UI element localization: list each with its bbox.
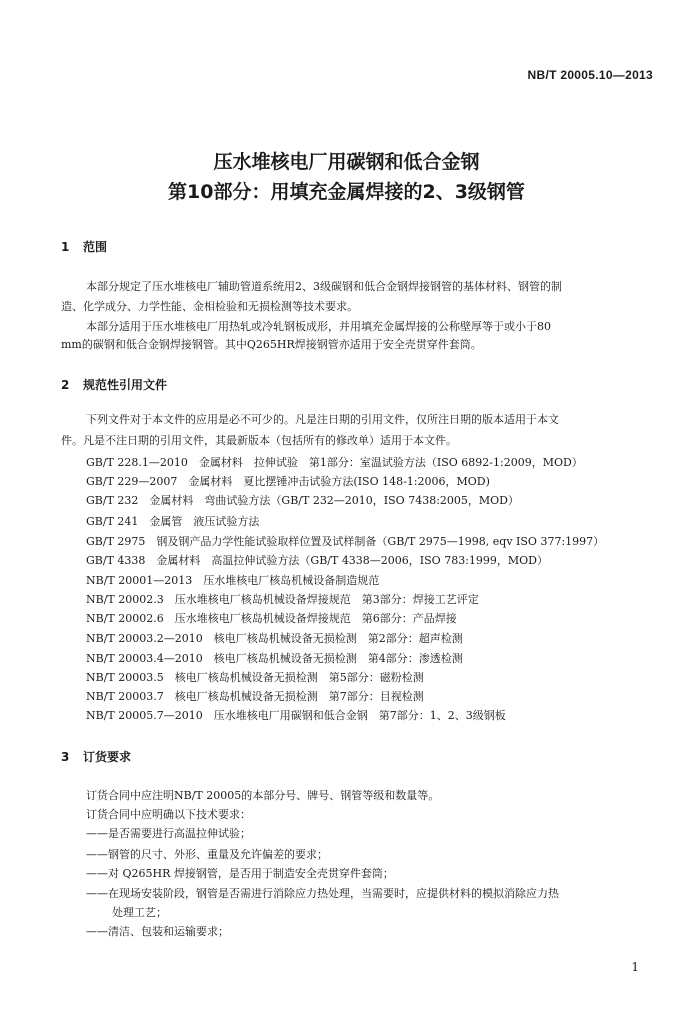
page-number: 1 xyxy=(631,960,639,974)
reference-item: GB/T 229—2007 金属材料 夏比摆锤冲击试验方法(ISO 148-1:2006，MOD) xyxy=(86,475,490,488)
section-heading-scope xyxy=(61,238,107,255)
reference-item: GB/T 232 金属材料 弯曲试验方法（GB/T 232—2010，ISO 7438:2005，MOD） xyxy=(86,494,519,507)
reference-item: NB/T 20002.6 压水堆核电厂核岛机械设备焊接规范 第6部分：产品焊接 xyxy=(86,612,457,625)
reference-item: NB/T 20003.2—2010 核电厂核岛机械设备无损检测 第2部分：超声检测 xyxy=(86,632,463,645)
standard-code: NB/T 20005.10—2013 xyxy=(527,68,653,82)
reference-item: NB/T 20002.3 压水堆核电厂核岛机械设备焊接规范 第3部分：焊接工艺评定 xyxy=(86,593,479,606)
reference-item: GB/T 2975 钢及钢产品力学性能试验取样位置及试样制备（GB/T 2975—1998, eqv ISO 377:1997） xyxy=(86,535,605,548)
reference-item: NB/T 20005.7—2010 压水堆核电厂用碳钢和低合金钢 第7部分：1、2、3级钢板 xyxy=(86,709,506,722)
section-number: 3 xyxy=(61,750,70,764)
reference-item: NB/T 20003.5 核电厂核岛机械设备无损检测 第5部分：磁粉检测 xyxy=(86,671,424,684)
reference-item: GB/T 4338 金属材料 高温拉伸试验方法（GB/T 4338—2006，ISO 783:1999，MOD） xyxy=(86,554,548,567)
requirement-item-continuation: 处理工艺； xyxy=(112,906,167,919)
section-title: 范围 xyxy=(83,240,108,254)
reference-item: NB/T 20003.7 核电厂核岛机械设备无损检测 第7部分：目视检测 xyxy=(86,690,424,703)
reference-item: GB/T 241 金属管 液压试验方法 xyxy=(86,515,260,528)
paragraph-line: mm的碳钢和低合金钢焊接钢管。其中Q265HR焊接钢管亦适用于安全壳贯穿件套筒。 xyxy=(61,338,482,351)
document-title-line-1: 压水堆核电厂用碳钢和低合金钢 xyxy=(213,151,480,173)
paragraph-line: 订货合同中应注明NB/T 20005的本部分号、牌号、钢管等级和数量等。 xyxy=(86,789,440,802)
paragraph-line: 件。凡是不注日期的引用文件，其最新版本（包括所有的修改单）适用于本文件。 xyxy=(61,434,457,447)
paragraph-line: 造、化学成分、力学性能、金相检验和无损检测等技术要求。 xyxy=(61,300,358,313)
paragraph-line: 本部分适用于压水堆核电厂用热轧或冷轧钢板成形，并用填充金属焊接的公称壁厚等于或小于80 xyxy=(86,320,551,333)
section-heading-normative-references xyxy=(61,376,167,393)
requirement-item: ——钢管的尺寸、外形、重量及允许偏差的要求； xyxy=(86,848,328,861)
document-title-line-2: 第10部分：用填充金属焊接的2、3级钢管 xyxy=(168,181,525,203)
requirement-item: ——在现场安装阶段，钢管是否需进行消除应力热处理，当需要时，应提供材料的模拟消除应力热 xyxy=(86,887,559,900)
reference-item: NB/T 20003.4—2010 核电厂核岛机械设备无损检测 第4部分：渗透检测 xyxy=(86,652,463,665)
section-number: 2 xyxy=(61,378,70,392)
section-number: 1 xyxy=(61,240,70,254)
paragraph-line: 下列文件对于本文件的应用是必不可少的。凡是注日期的引用文件，仅所注日期的版本适用于本文 xyxy=(86,413,559,426)
requirement-item: ——对 Q265HR 焊接钢管，是否用于制造安全壳贯穿件套筒； xyxy=(86,867,394,880)
section-title: 规范性引用文件 xyxy=(83,378,168,392)
requirement-item: ——是否需要进行高温拉伸试验； xyxy=(86,827,251,840)
section-title: 订货要求 xyxy=(83,750,132,764)
paragraph-line: 订货合同中应明确以下技术要求： xyxy=(86,808,251,821)
requirement-item: ——清洁、包装和运输要求； xyxy=(86,925,229,938)
section-heading-ordering-requirements xyxy=(61,748,131,765)
reference-item: NB/T 20001—2013 压水堆核电厂核岛机械设备制造规范 xyxy=(86,574,380,587)
reference-item: GB/T 228.1—2010 金属材料 拉伸试验 第1部分：室温试验方法（ISO 6892-1:2009，MOD） xyxy=(86,456,583,469)
paragraph-line: 本部分规定了压水堆核电厂辅助管道系统用2、3级碳钢和低合金钢焊接钢管的基体材料、钢管的制 xyxy=(86,280,562,293)
